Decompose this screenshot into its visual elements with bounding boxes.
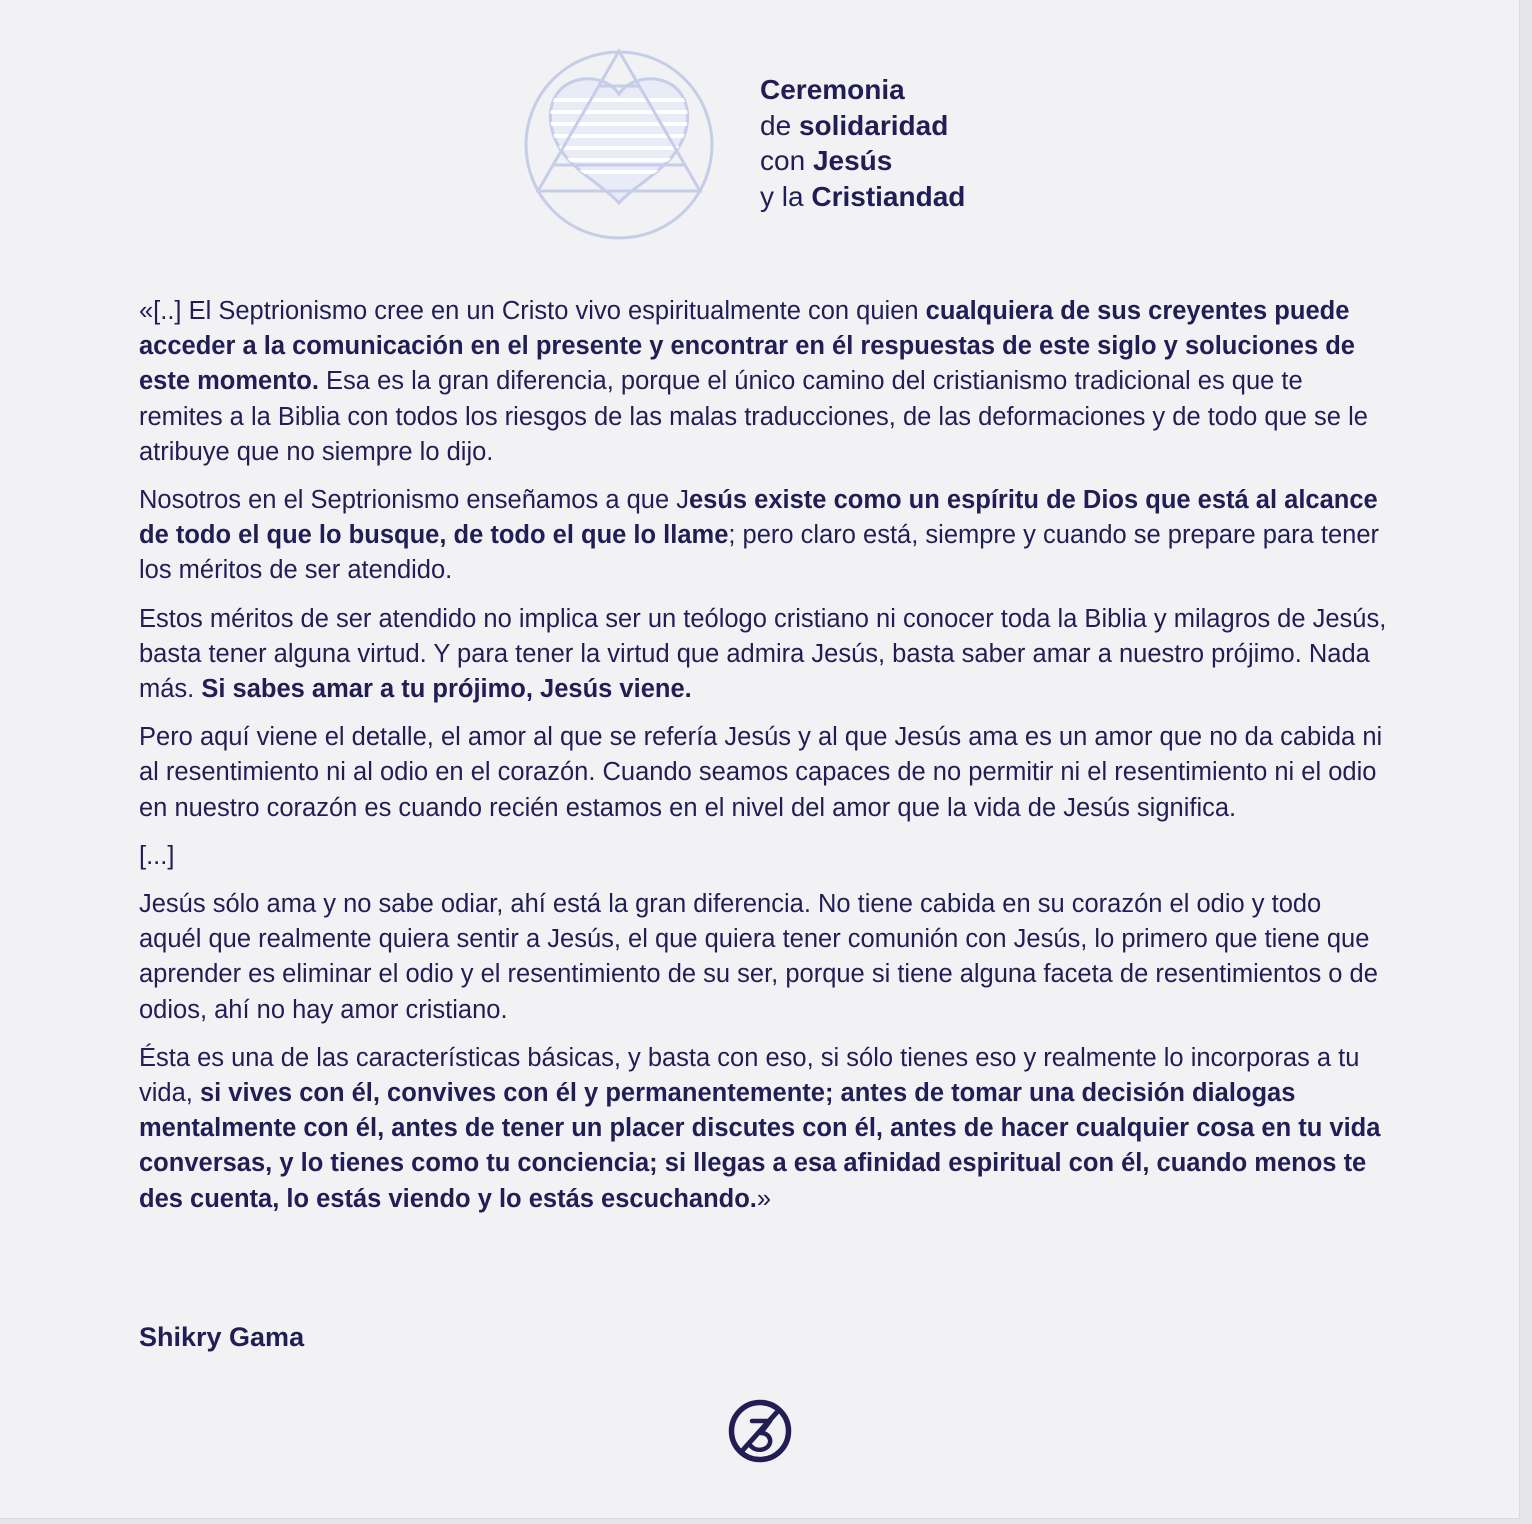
title-line: Ceremonia bbox=[760, 74, 905, 105]
paragraph-2: Nosotros en el Septrionismo enseñamos a que Jesús existe como un espíritu de Dios que está al alcance de todo el que lo busque, de todo el que lo llame; pero claro está, siempre y cuando se prepare para tener los méritos de ser atendido. bbox=[139, 486, 1380, 585]
ceremony-title bbox=[760, 72, 965, 214]
paragraph-7: Ésta es una de las características básicas, y basta con eso, si sólo tienes eso y realmente lo incorporas a tu vida, si vives con él, convives con él y permanentemente; antes de tomar una decisión dialogas mentalmente con él, antes de tener un placer discutes con él, antes de hacer cualquier cosa en tu vida conversas, y lo tienes como tu conciencia; si llegas a esa afinidad espiritual con él, cuando menos te des cuenta, lo estás viendo y lo estás escuchando.» bbox=[139, 1043, 1381, 1213]
title-line: y la Cristiandad bbox=[760, 180, 966, 212]
title-line: de solidaridad bbox=[760, 109, 949, 141]
title-line: con Jesús bbox=[760, 145, 893, 176]
quote-body bbox=[139, 294, 1389, 1230]
septrionismo-logo-icon bbox=[728, 1399, 792, 1463]
paragraph-3: Estos méritos de ser atendido no implica ser un teólogo cristiano ni conocer toda la Biblia y milagros de Jesús, basta tener alguna virtud. Y para tener la virtud que admira Jesús, basta saber amar a nuestro prójimo. Nada más. Si sabes amar a tu prójimo, Jesús viene. bbox=[139, 604, 1387, 704]
heart-triangle-emblem-icon bbox=[522, 48, 716, 242]
paragraph-4: Pero aquí viene el detalle, el amor al que se refería Jesús y al que Jesús ama es un amor que no da cabida ni al resentimiento ni al odio en el corazón. Cuando seamos capaces de no permitir ni el resentimiento ni el odio en nuestro corazón es cuando recién estamos en el nivel del amor que la vida de Jesús significa. bbox=[139, 723, 1383, 822]
author-signature: Shikry Gama bbox=[139, 1322, 305, 1352]
paragraph-1: «[..] El Septrionismo cree en un Cristo vivo espiritualmente con quien cualquiera de sus creyentes puede acceder a la comunicación en el presente y encontrar en él respuestas de este siglo y soluciones de este momento. Esa es la gran diferencia, porque el único camino del cristianismo tradicional es que te remites a la Biblia con todos los riesgos de las malas traducciones, de las deformaciones y de todo que se le atribuye que no siempre lo dijo. bbox=[139, 297, 1368, 466]
document-header bbox=[522, 48, 1042, 243]
paragraph-6: Jesús sólo ama y no sabe odiar, ahí está la gran diferencia. No tiene cabida en su corazón el odio y todo aquél que realmente quiera sentir a Jesús, el que quiera tener comunión con Jesús, lo primero que tiene que aprender es eliminar el odio y el resentimiento de su ser, porque si tiene alguna faceta de resentimientos o de odios, ahí no hay amor cristiano. bbox=[139, 890, 1378, 1024]
paragraph-ellipsis: [...] bbox=[139, 841, 175, 870]
